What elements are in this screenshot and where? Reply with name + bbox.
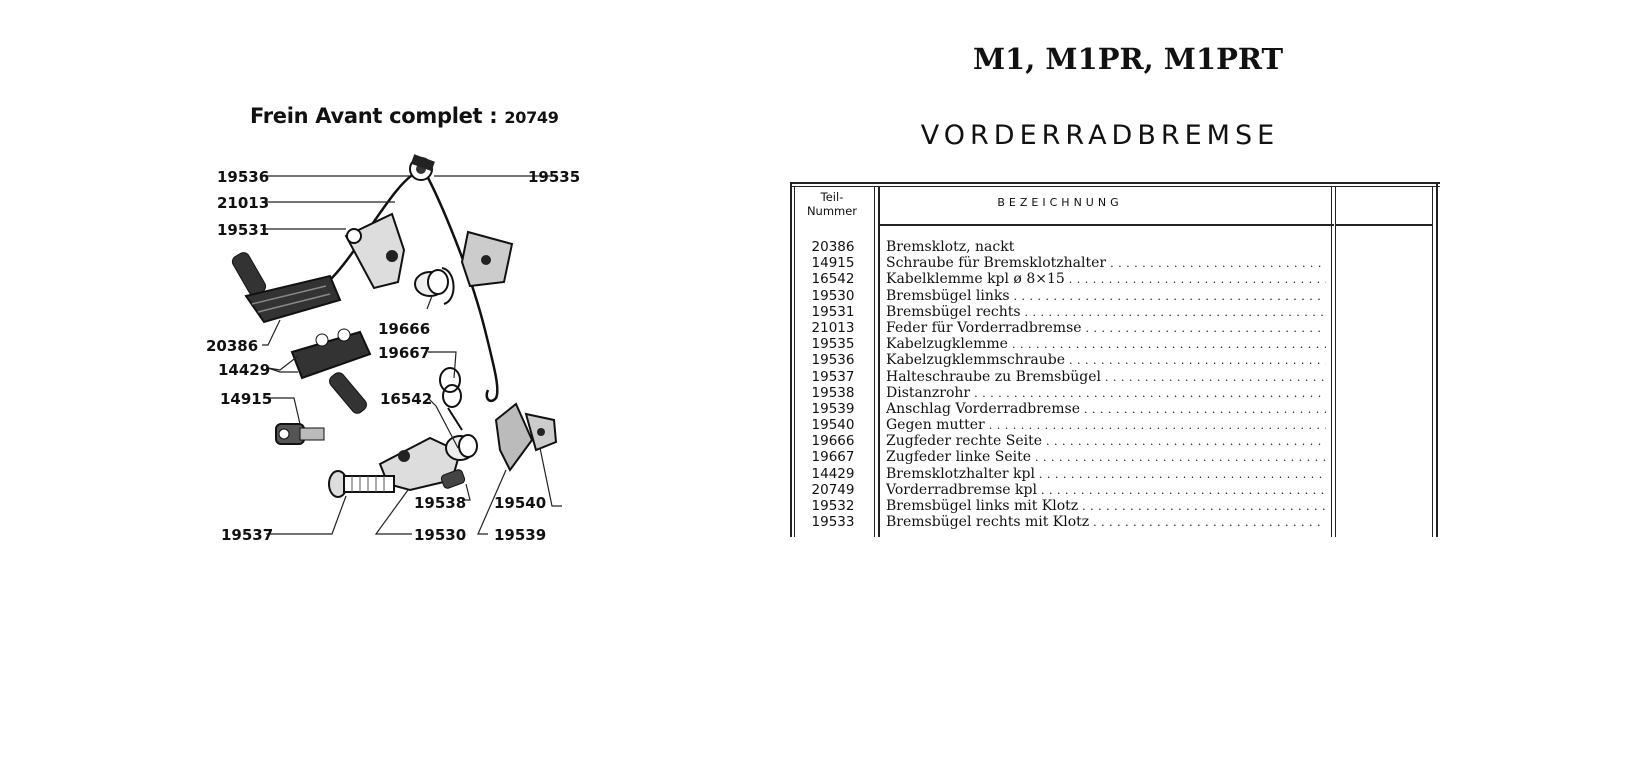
table-row (790, 255, 1440, 271)
part-description: Bremsklotzhalter kpl . . . (886, 466, 1326, 483)
section-title: VORDERRADBREMSE (920, 120, 1280, 151)
part-number: 19538 (811, 384, 855, 401)
table-row (790, 417, 1440, 433)
part-description: Vorderradbremse kpl . . . (886, 482, 1326, 499)
part-label: 19540 (494, 494, 547, 512)
part-number: 14915 (811, 255, 855, 272)
diagram-title-number: 20749 (504, 108, 559, 127)
parts-rows (790, 239, 1440, 530)
part-number: 19667 (811, 449, 855, 466)
exploded-diagram-page (0, 0, 780, 770)
table-row (790, 482, 1440, 498)
part-description: Zugfeder rechte Seite . . . (886, 433, 1326, 450)
part-number: 19533 (811, 514, 855, 531)
part-number: 19537 (811, 368, 855, 385)
part-description: Gegen mutter . . . (886, 417, 1326, 434)
table-row (790, 288, 1440, 304)
part-description: Bremsbügel links mit Klotz . . . (886, 498, 1326, 515)
table-row (790, 271, 1440, 287)
diagram-title-text: Frein Avant complet : (250, 104, 498, 128)
part-label: 19537 (221, 526, 274, 544)
column-header-description: BEZEICHNUNG (997, 196, 1123, 209)
part-number: 20749 (811, 481, 855, 498)
column-header-number (798, 190, 866, 218)
table-row (790, 352, 1440, 368)
table-row (790, 514, 1440, 530)
table-row (790, 369, 1440, 385)
table-row (790, 304, 1440, 320)
part-description: Bremsbügel links . . . (886, 288, 1326, 305)
table-row (790, 239, 1440, 255)
cable-clamp-part (410, 154, 435, 180)
part-label: 19531 (217, 221, 270, 239)
table-border-top-inner (790, 186, 1440, 187)
parts-list-table (790, 182, 1440, 537)
part-label: 19667 (378, 344, 431, 362)
part-number: 21013 (811, 319, 855, 336)
brake-arm-right-part (346, 214, 512, 304)
part-number: 19539 (811, 400, 855, 417)
shoe-screw-part (276, 424, 324, 444)
part-description: Bremsbügel rechts mit Klotz . . . (886, 514, 1326, 531)
table-row (790, 466, 1440, 482)
part-number: 19535 (811, 336, 855, 353)
table-row (790, 498, 1440, 514)
part-label: 20386 (206, 337, 259, 355)
brake-shoe-upper-part (230, 250, 340, 322)
part-description: Bremsklotz, nackt (886, 239, 1015, 255)
table-row (790, 336, 1440, 352)
brake-shoe-lower-part (292, 329, 370, 416)
table-row (790, 385, 1440, 401)
model-title: M1, M1PR, M1PRT (972, 42, 1284, 76)
part-description: Schraube für Bremsklotzhalter . . . (886, 255, 1326, 272)
part-label: 19536 (217, 168, 270, 186)
table-row (790, 320, 1440, 336)
part-number: 16542 (811, 271, 855, 288)
part-label: 19666 (378, 320, 431, 338)
part-number: 19530 (811, 287, 855, 304)
part-description: Feder für Vorderradbremse . . . (886, 320, 1326, 337)
column-header-number-line: Nummer (806, 204, 858, 218)
part-number: 20386 (811, 239, 855, 255)
part-description: Kabelklemme kpl ø 8×15 . . . (886, 271, 1326, 288)
table-row (790, 449, 1440, 465)
part-label: 14429 (218, 361, 271, 379)
brake-arm-left-part (380, 404, 556, 490)
part-label: 19539 (494, 526, 547, 544)
part-label: 19535 (528, 168, 581, 186)
part-description: Distanzrohr . . . (886, 385, 1326, 402)
brake-exploded-drawing (0, 0, 780, 770)
part-number: 19666 (811, 433, 855, 450)
header-rule (878, 224, 1334, 226)
column-header-number-line: Teil- (820, 190, 844, 204)
part-number: 19531 (811, 303, 855, 320)
part-number: 19532 (811, 498, 855, 514)
part-label: 14915 (220, 390, 273, 408)
part-description: Halteschraube zu Bremsbügel . . . (886, 369, 1326, 386)
part-label: 19530 (414, 526, 467, 544)
part-description: Anschlag Vorderradbremse . . . (886, 401, 1326, 418)
part-label: 16542 (380, 390, 433, 408)
part-description: Kabelzugklemme . . . (886, 336, 1326, 353)
part-description: Zugfeder linke Seite . . . (886, 449, 1326, 466)
part-label: 19538 (414, 494, 467, 512)
part-number: 19540 (811, 417, 855, 434)
part-number: 14429 (811, 465, 855, 482)
part-number: 19536 (811, 352, 855, 369)
part-description: Bremsbügel rechts . . . (886, 304, 1326, 321)
part-description: Kabelzugklemmschraube . . . (886, 352, 1326, 369)
table-row (790, 401, 1440, 417)
header-rule (1335, 224, 1433, 226)
table-border-top (790, 182, 1440, 184)
table-row (790, 433, 1440, 449)
part-label: 21013 (217, 194, 270, 212)
